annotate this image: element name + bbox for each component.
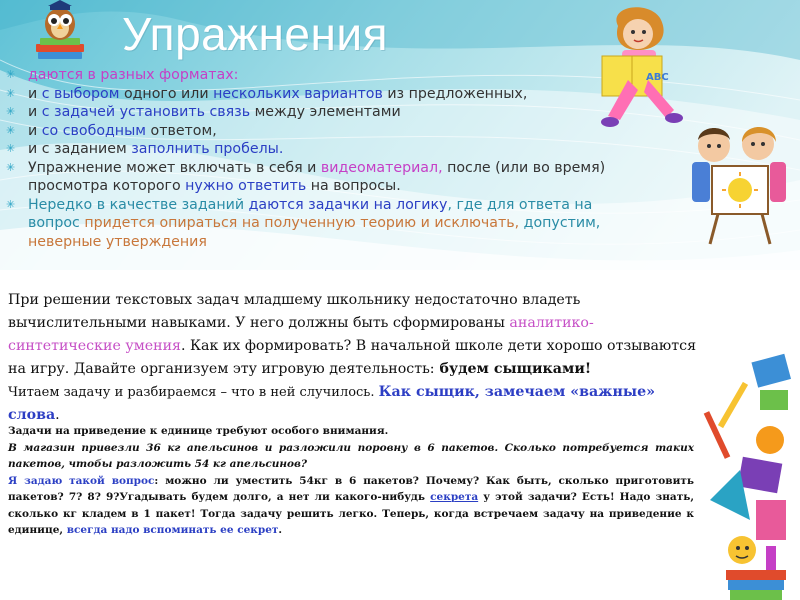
task-always: всегда надо вспоминать ее секрет xyxy=(66,524,279,536)
svg-text:ABC: ABC xyxy=(646,72,669,83)
bullet-text: из предложенных, xyxy=(382,85,528,102)
kids-easel-icon xyxy=(688,120,788,250)
bullet-text: со свободным xyxy=(41,122,146,139)
bullet-text: ответом, xyxy=(146,122,217,139)
bullet-item xyxy=(6,103,646,122)
paragraph-highlight-skills: аналитико-синтетические умения xyxy=(8,315,594,354)
task-end: . xyxy=(278,524,283,536)
task-question xyxy=(8,473,694,539)
bullet-star-icon: ✳ xyxy=(6,142,16,155)
bullet-text: после (или во время) просмотра которого xyxy=(28,159,606,194)
owl-books-icon xyxy=(30,0,90,62)
bullet-item xyxy=(6,122,646,141)
bullet-item xyxy=(6,66,646,85)
bullet-item xyxy=(6,85,646,104)
paragraph-highlight-words: Как сыщик, замечаем «важные» слова xyxy=(8,384,656,423)
bullet-text: и xyxy=(28,85,42,102)
bullet-text: придется опираться на полученную теорию и исключать, xyxy=(84,215,524,231)
bullet-text: на вопросы. xyxy=(306,178,401,194)
bullet-star-icon: ✳ xyxy=(6,68,16,81)
bullet-text: заполнить пробелы. xyxy=(131,141,284,157)
bullet-star-icon: ✳ xyxy=(6,86,16,100)
bullet-text: Упражнение может включать в себя и xyxy=(28,159,321,176)
bullet-text: одного или xyxy=(119,85,214,102)
bullet-item xyxy=(6,196,646,252)
bullet-text: и xyxy=(28,122,42,139)
main-paragraph xyxy=(8,289,698,427)
bullet-text: , где для ответа на вопрос xyxy=(28,196,593,231)
bullet-text: видеоматериал, xyxy=(320,159,443,176)
bullet-text: нужно ответить xyxy=(185,178,307,194)
bullet-text: между элементами xyxy=(250,104,401,120)
task-secret: секрета xyxy=(430,491,479,503)
bullet-star-icon: ✳ xyxy=(6,197,16,211)
task-intro: Задачи на приведение к единице требуют особого внимания. xyxy=(8,425,389,437)
page-title: Упражнения xyxy=(122,8,388,60)
task-question-text: : можно ли уместить 54кг в 6 пакетов? Почему? Как быть, сколько приготовить пакетов? 7? 8? 9?Угадывать будем долго, а нет ли какого-нибудь xyxy=(8,474,694,503)
bullet-item xyxy=(6,140,646,159)
bullet-text: Нередко в качестве заданий xyxy=(28,196,249,213)
paragraph-text-3: Читаем задачу и разбираемся – что в ней случилось. xyxy=(8,385,379,400)
bullet-list xyxy=(6,66,646,251)
bullet-star-icon: ✳ xyxy=(6,160,16,174)
paragraph-detectives: будем сыщиками! xyxy=(434,361,592,377)
bullet-star-icon: ✳ xyxy=(6,105,16,118)
task-question-label: Я задаю такой вопрос xyxy=(8,474,155,487)
task-block xyxy=(8,423,694,539)
task-problem: В магазин привезли 36 кг апельсинов и разложили поровну в 6 пакетов. Сколько потребуется таких пакетов, чтобы разложить 54 кг апельсинов? xyxy=(8,441,694,470)
bullet-text: даются задачки на логику xyxy=(248,196,448,213)
bullet-text: допустим, xyxy=(523,215,601,231)
cartoon-books-icon xyxy=(706,520,796,600)
paragraph-text-2: . Как их формировать? В начальной школе дети хорошо отзываются на игру. Давайте организуем эту игровую деятельность: xyxy=(8,338,697,377)
bullet-star-icon: ✳ xyxy=(6,123,16,137)
paragraph-end: . xyxy=(55,407,60,423)
bullet-text: нескольких вариантов xyxy=(213,85,383,102)
paragraph-text-1: При решении текстовых задач младшему школьнику недостаточно владеть вычислительными навыками. У него должны быть сформированы xyxy=(8,292,581,331)
bullet-text: даются в разных форматах: xyxy=(28,67,239,83)
bullet-text: с выбором xyxy=(41,85,120,102)
task-question-text-2: у этой задачи? Есть! Надо знать, сколько кг кладем в 1 пакет! Тогда задачу решить легко. Теперь, когда встречаем задачу на приведение к единице, xyxy=(8,491,694,536)
bullet-text: и xyxy=(28,104,42,120)
bullet-text: и с заданием xyxy=(28,141,132,157)
bullet-item xyxy=(6,159,646,196)
bullet-text: неверные утверждения xyxy=(28,233,207,250)
bullet-text: с задачей установить связь xyxy=(41,104,251,120)
